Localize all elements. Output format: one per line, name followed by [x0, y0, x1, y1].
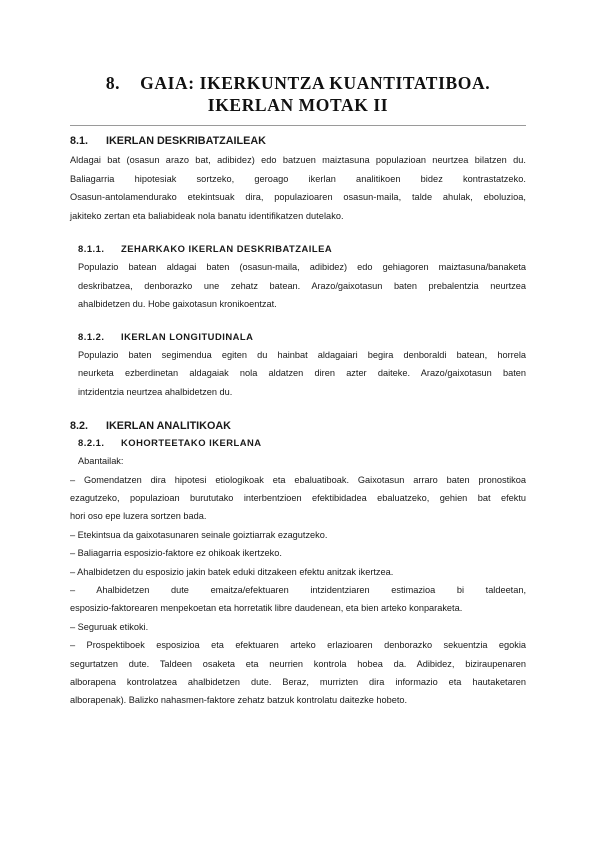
list-item-line: – Baliagarria esposizio-faktore ez ohikoak ikertzeko.: [70, 548, 282, 559]
list-item: [70, 526, 526, 544]
section-heading: [70, 418, 526, 434]
subsection-number: 8.2.1.: [78, 437, 105, 448]
subsection-paragraph: [70, 258, 526, 314]
subsection-number: 8.1.1.: [78, 243, 105, 254]
chapter-title-line-1: GAIA: IKERKUNTZA KUANTITATIBOA.: [140, 73, 491, 93]
paragraph-line: Aldagai bat (osasun arazo bat, adibidez) edo batzuen maiztasuna populazioan neurtzea bilatzen du.: [70, 155, 526, 165]
title-divider: [70, 125, 526, 126]
chapter-title: [70, 72, 526, 116]
list-item-line: – Ahalbidetzen dute emaitza/efektuaren intzidentziaren estimazioa bi taldeetan,: [70, 584, 526, 595]
section-title: IKERLAN DESKRIBATZAILEAK: [106, 135, 266, 147]
paragraph-line: ahalbidetzen du. Hobe gaixotasun kronikoentzat.: [78, 299, 277, 309]
list-item: [70, 471, 526, 526]
list-item-line: – Prospektiboek esposizioa eta efektuaren arteko erlazioaren denborazko sekuentzia egokia: [70, 640, 526, 651]
list-item-line: – Gomendatzen dira hipotesi etiologikoak eta ebaluatiboak. Gaixotasun arraro baten pronostikoa: [70, 474, 526, 485]
list-item-line: alborapena kontrolatzea ahalbidetzen dute. Beraz, murrizten dira informazio eta hautaketaren: [70, 676, 526, 687]
section-8-1: [70, 133, 526, 225]
subsection-title: ZEHARKAKO IKERLAN DESKRIBATZAILEA: [121, 243, 333, 254]
advantages-list: [70, 471, 526, 710]
subsection-paragraph: [70, 346, 526, 402]
list-item-line: hori oso epe luzera sortzen bada.: [70, 511, 207, 522]
paragraph-line: Populazio baten segimendua egiten du hainbat aldagaiari begira denboraldi batean, horrela: [78, 349, 526, 360]
document-page: [70, 72, 526, 710]
subsection-heading: [78, 241, 526, 257]
paragraph-line: jakiteko zertan eta baliabideak nola banatu identifikatzen dutelako.: [70, 210, 344, 221]
list-item: [70, 581, 526, 618]
paragraph-line: deskribatzea, denborazko une zehatz batean. Arazo/gaixotasun baten prebalentzia neurtzea: [78, 280, 526, 291]
paragraph-line: Baliagarria hipotesiak sortzeko, geroago ikerlan analitikoen bidez kontrastatzeko.: [70, 173, 526, 184]
subsection-title: KOHORTEETAKO IKERLANA: [121, 437, 262, 448]
list-item: [70, 544, 526, 562]
section-paragraph: [70, 151, 526, 225]
chapter-title-line-2: IKERLAN MOTAK II: [207, 95, 389, 115]
section-title: IKERLAN ANALITIKOAK: [106, 420, 231, 432]
section-8-1-2: [70, 329, 526, 402]
paragraph-line: Populazio batean aldagai baten (osasun-maila, adibidez) edo gehiagoren maiztasuna/banaketa: [78, 262, 526, 272]
subsection-heading: [78, 435, 526, 451]
section-8-2: [70, 418, 526, 434]
paragraph-line: Osasun-antolamendurako etekintsuak dira, populazioaren osasun-maila, talde ahulak, eboluzioa,: [70, 192, 526, 202]
list-item-line: segurtatzen dute. Taldeen osaketa eta neurrien kontrola hobea da. Adibidez, biziraupenaren: [70, 658, 526, 669]
section-number: 8.2.: [70, 420, 89, 432]
paragraph-line: intzidentzia neurtzea ahalbidetzen du.: [78, 386, 233, 397]
list-item: [70, 563, 526, 581]
advantages-label: Abantailak:: [78, 456, 124, 466]
list-item-line: esposizio-faktorearen menpekoetan eta horretatik libre daudenean, eta bien arteko konparaketa.: [70, 603, 463, 614]
section-heading: [70, 133, 526, 149]
subsection-heading: [78, 329, 526, 345]
section-8-1-1: [70, 241, 526, 314]
list-item-line: ezagutzeko, populazioan burututako interbentzioen efektibidadea ebaluatzeko, gehien bat efektu: [70, 492, 526, 503]
list-item-line: – Seguruak etikoki.: [70, 621, 149, 632]
paragraph-line: neurketa ezberdinetan aldagaiak nola aldatzen diren azter daiteke. Arazo/gaixotasun baten: [78, 368, 526, 378]
section-8-2-1: [70, 435, 526, 710]
subsection-number: 8.1.2.: [78, 330, 105, 342]
list-item-line: – Etekintsua da gaixotasunaren seinale goiztiarrak ezagutzeko.: [70, 529, 328, 540]
list-item-line: – Ahalbidetzen du esposizio jakin batek eduki ditzakeen efektu anitzak ikertzea.: [70, 566, 394, 577]
list-item: [70, 636, 526, 710]
section-number: 8.1.: [70, 135, 89, 147]
subsection-title: IKERLAN LONGITUDINALA: [121, 330, 254, 342]
list-item-line: alborapenak). Balizko nahasmen-faktore zehatz batzuk kontrolatu daitezke hobeto.: [70, 695, 408, 706]
chapter-number: 8.: [105, 73, 121, 93]
list-item: [70, 618, 526, 636]
